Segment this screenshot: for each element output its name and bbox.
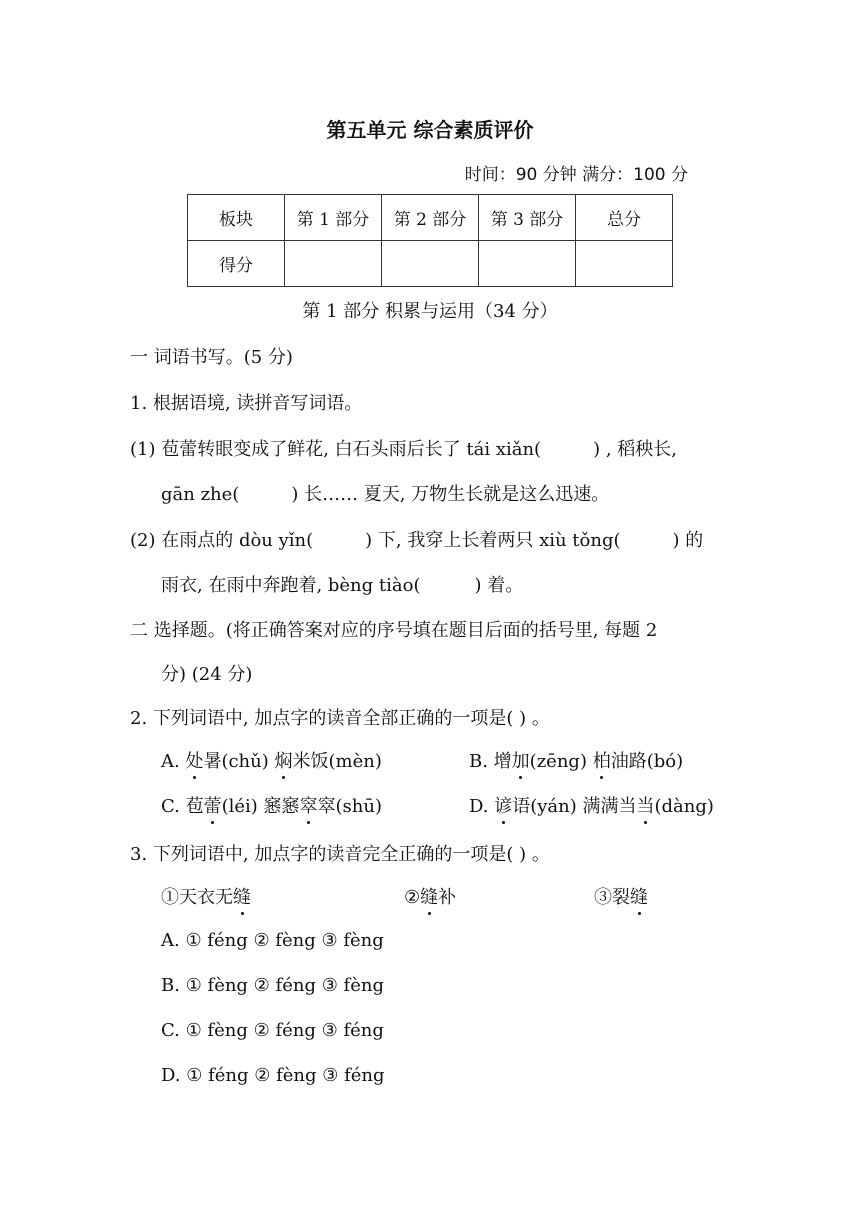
score-cell[interactable] <box>576 241 673 287</box>
sentence-2-line-2: 雨衣, 在雨中奔跑着, bèng tiào( ) 着。 <box>161 575 524 596</box>
q2-option-a[interactable]: A. 处暑(chǔ) 焖米饭(mèn) <box>161 747 382 773</box>
section2-heading-cont: 分) (24 分) <box>161 664 253 685</box>
dotted-char: 柏 <box>593 747 611 773</box>
score-cell[interactable] <box>479 241 576 287</box>
score-cell[interactable] <box>382 241 479 287</box>
section1-heading: 一 词语书写。(5 分) <box>130 347 293 368</box>
part1-title: 第 1 部分 积累与运用（34 分） <box>302 301 558 322</box>
q2-option-c[interactable]: C. 苞蕾(léi) 窸窸窣窣(shū) <box>161 792 382 818</box>
score-table <box>187 194 673 287</box>
q3-option-a[interactable]: A. ① féng ② fèng ③ fèng <box>161 930 384 951</box>
q2-option-d[interactable]: D. 谚语(yán) 满满当当(dàng) <box>469 792 714 818</box>
score-table-header: 总分 <box>576 195 673 241</box>
dotted-char: 焖 <box>275 747 293 773</box>
score-table-header-row <box>188 195 673 241</box>
score-cell[interactable] <box>285 241 382 287</box>
question-3: 3. 下列词语中, 加点字的读音完全正确的一项是( ) 。 <box>130 844 550 865</box>
question-2: 2. 下列词语中, 加点字的读音全部正确的一项是( ) 。 <box>130 708 550 729</box>
score-table-header: 板块 <box>188 195 285 241</box>
score-table-header: 第 2 部分 <box>382 195 479 241</box>
sentence-2-line-1: (2) 在雨点的 dòu yǐn( ) 下, 我穿上长着两只 xiù tǒng( ) 的 <box>130 530 704 551</box>
page-title: 第五单元 综合素质评价 <box>326 118 534 142</box>
dotted-char: 缝 <box>630 883 648 909</box>
q3-option-c[interactable]: C. ① fèng ② féng ③ féng <box>161 1020 384 1041</box>
sentence-1-line-1: (1) 苞蕾转眼变成了鲜花, 白石头雨后长了 tái xiǎn( ) , 稻秧长, <box>130 439 678 460</box>
dotted-char: 缝 <box>420 883 438 909</box>
q3-option-b[interactable]: B. ① fèng ② féng ③ fèng <box>161 975 384 996</box>
q3-item-3: ③裂缝 <box>594 883 648 909</box>
dotted-char: 当 <box>637 792 655 818</box>
section2-heading: 二 选择题。(将正确答案对应的序号填在题目后面的括号里, 每题 2 <box>130 620 658 641</box>
dotted-char: 谚 <box>494 792 512 818</box>
sentence-1-line-2: gān zhe( ) 长…… 夏天, 万物生长就是这么迅速。 <box>161 484 610 505</box>
dotted-char: 蕾 <box>204 792 222 818</box>
dotted-char: 加 <box>512 747 530 773</box>
score-table-row <box>188 241 673 287</box>
q2-option-b[interactable]: B. 增加(zēng) 柏油路(bó) <box>469 747 683 773</box>
score-table-header: 第 1 部分 <box>285 195 382 241</box>
dotted-char: 缝 <box>233 883 251 909</box>
question-1: 1. 根据语境, 读拼音写词语。 <box>130 393 363 414</box>
exam-meta: 时间：90 分钟 满分：100 分 <box>464 165 688 185</box>
q3-item-1: ①天衣无缝 <box>161 883 251 909</box>
q3-item-2: ②缝补 <box>404 883 456 909</box>
dotted-char: 窣 <box>300 792 318 818</box>
score-row-label: 得分 <box>188 241 285 287</box>
score-table-header: 第 3 部分 <box>479 195 576 241</box>
dotted-char: 处 <box>185 747 203 773</box>
q3-option-d[interactable]: D. ① féng ② fèng ③ féng <box>161 1065 385 1086</box>
